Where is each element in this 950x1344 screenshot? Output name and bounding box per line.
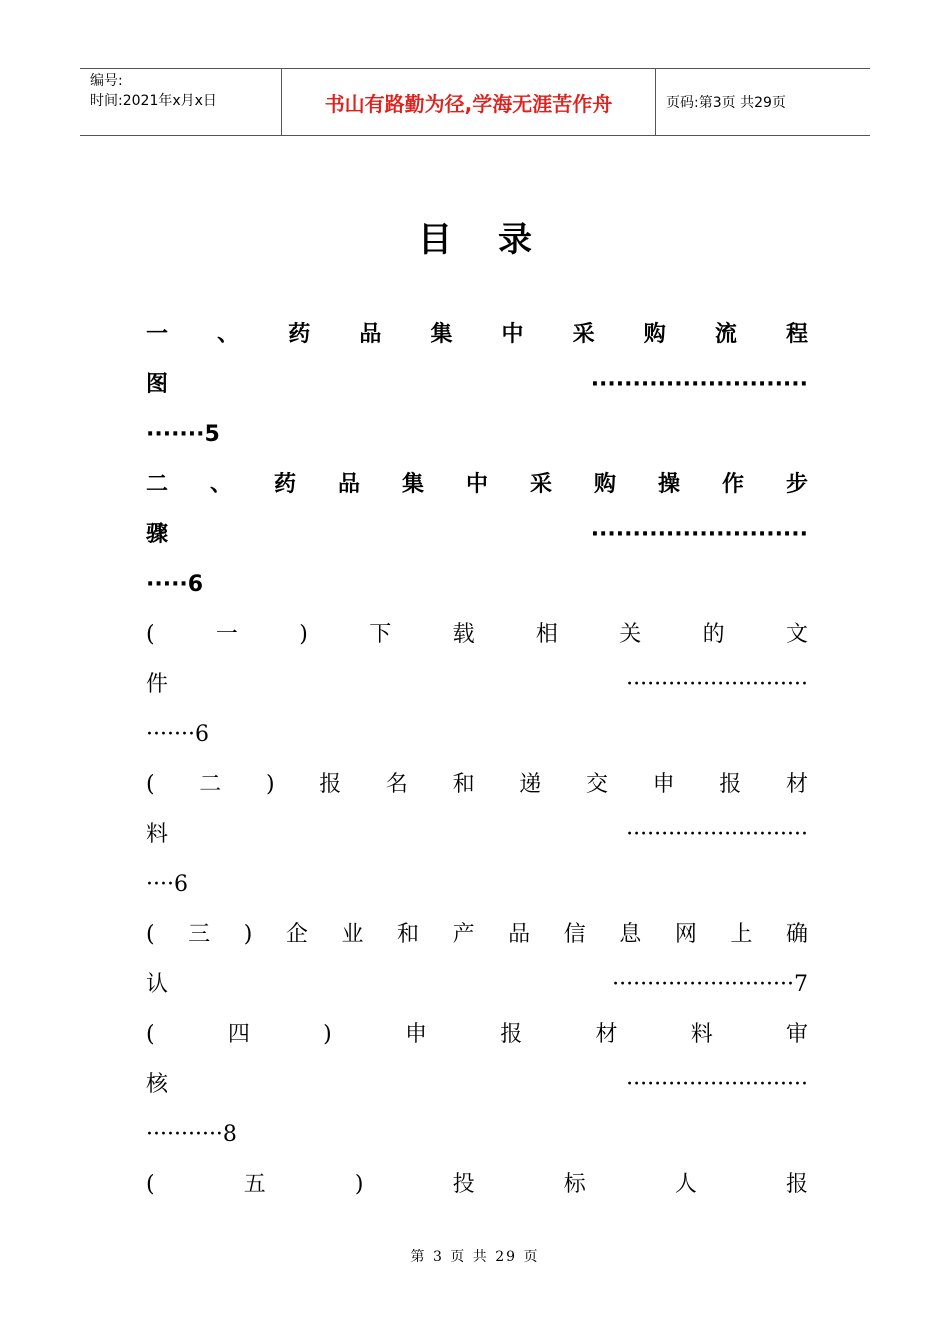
toc-line: ·····6 [146, 572, 204, 597]
toc-line: (二)报名和递交申报材 [146, 772, 808, 797]
header-meta [80, 69, 282, 135]
toc-line: (五)投标人报 [146, 1172, 808, 1197]
serial-label: 编号: [90, 73, 123, 89]
time-label: 时间:2021年x月x日 [90, 93, 217, 109]
header-motto: 书山有路勤为径,学海无涯苦作舟 [282, 69, 656, 135]
toc-line: (四)申报材料审 [146, 1022, 808, 1047]
toc-line: 件·························· [146, 672, 808, 697]
toc-line: (三)企业和产品信息网上确 [146, 922, 808, 947]
page-header [80, 68, 870, 136]
toc-line: 二、药品集中采购操作步 [146, 472, 808, 497]
toc-line: 一、药品集中采购流程 [146, 322, 808, 347]
toc-line: 骤·························· [146, 522, 808, 547]
toc-line: 核·························· [146, 1072, 808, 1097]
toc-line: ····6 [146, 872, 188, 897]
page-title: 目录 [418, 220, 578, 260]
toc-line: ·······5 [146, 422, 220, 447]
page-footer: 第 3 页 共 29 页 [410, 1249, 540, 1265]
toc-line: 图·························· [146, 372, 808, 397]
toc-line: 认··························7 [146, 972, 808, 997]
toc-line: ···········8 [146, 1122, 237, 1147]
toc-line: 料·························· [146, 822, 808, 847]
toc-line: ·······6 [146, 722, 209, 747]
table-of-contents [146, 310, 808, 1210]
toc-line: (一)下载相关的文 [146, 622, 808, 647]
header-page-info: 页码:第3页 共29页 [666, 95, 786, 111]
